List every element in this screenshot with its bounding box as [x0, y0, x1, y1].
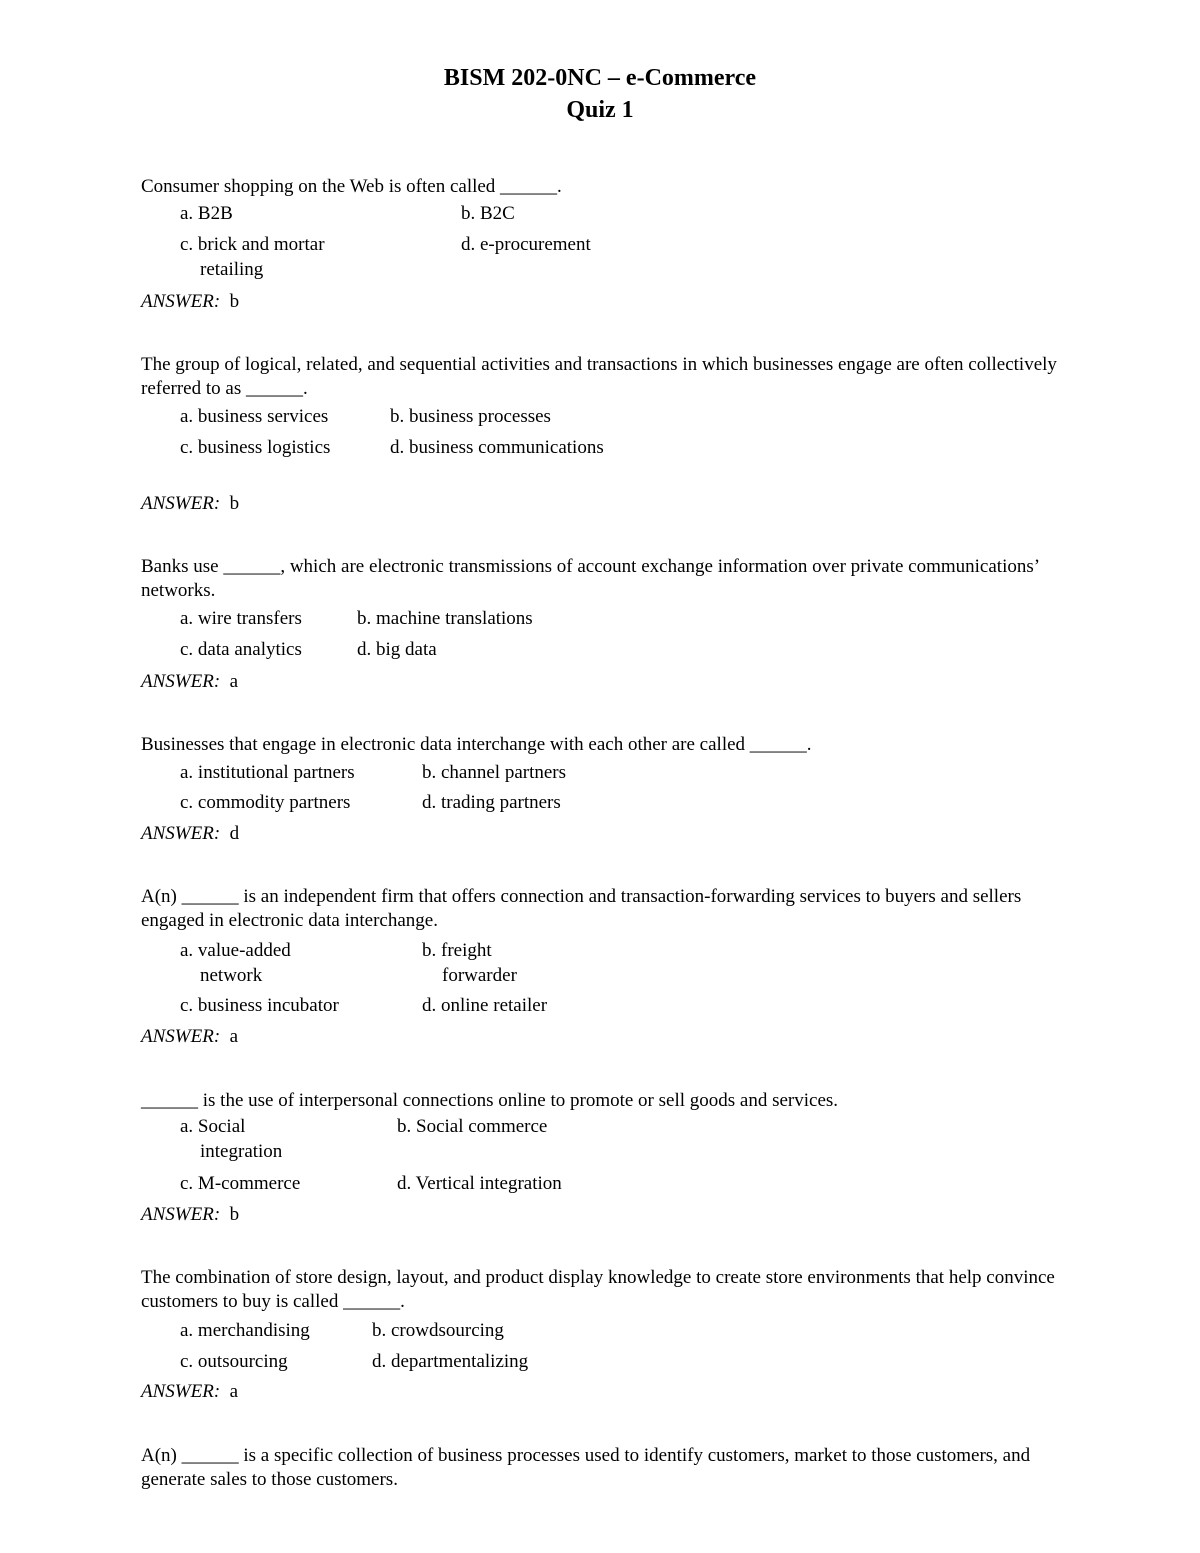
question-1-answer: ANSWER: b [141, 291, 240, 312]
question-1-option-b: b. B2C [461, 203, 515, 224]
question-6-option-c: c. M-commerce [180, 1173, 301, 1194]
question-7-option-b: b. crowdsourcing [372, 1320, 504, 1341]
question-8-text: A(n) ______ is a specific collection of business processes used to identify customers, market to those customers, and generate sales to those customers. [141, 1445, 1031, 1490]
question-4-answer: ANSWER: d [141, 823, 240, 844]
question-5-answer-value: a [229, 1026, 239, 1047]
question-2-option-a: a. business services [180, 406, 329, 427]
question-2-answer-value: b [229, 493, 240, 514]
question-4-option-b: b. channel partners [422, 762, 567, 783]
question-7-option-c: c. outsourcing [180, 1351, 288, 1372]
question-3-option-b: b. machine translations [357, 608, 533, 629]
question-1-option-c: c. brick and mortar retailing [180, 234, 325, 280]
question-7-answer: ANSWER: a [141, 1381, 239, 1402]
question-5-text: A(n) ______ is an independent firm that offers connection and transaction-forwarding services to buyers and sellers engaged in electronic data interchange. [141, 886, 1022, 931]
question-1-option-d: d. e-procurement [461, 234, 591, 255]
question-7-answer-value: a [229, 1381, 239, 1402]
question-5-option-a: a. value-added network [180, 940, 291, 986]
question-3-text: Banks use ______, which are electronic transmissions of account exchange information over private communications’ networks. [141, 556, 1039, 601]
question-7-option-d: d. departmentalizing [372, 1351, 529, 1372]
question-5-option-d: d. online retailer [422, 995, 548, 1016]
question-6-option-b: b. Social commerce [397, 1116, 548, 1137]
question-6-answer-value: b [229, 1204, 240, 1225]
question-1-text: Consumer shopping on the Web is often called ______. [141, 176, 562, 197]
question-4-option-d: d. trading partners [422, 792, 561, 813]
question-6-text: ______ is the use of interpersonal connections online to promote or sell goods and services. [141, 1090, 839, 1111]
question-2-text: The group of logical, related, and sequential activities and transactions in which businesses engage are often collectively referred to as ______. [141, 354, 1057, 399]
question-6-answer: ANSWER: b [141, 1204, 240, 1225]
question-4-answer-value: d [229, 823, 240, 844]
question-4-text: Businesses that engage in electronic data interchange with each other are called ______. [141, 734, 812, 755]
question-5-option-c: c. business incubator [180, 995, 339, 1016]
question-2-option-c: c. business logistics [180, 437, 331, 458]
question-4-option-a: a. institutional partners [180, 762, 355, 783]
question-7-text: The combination of store design, layout, and product display knowledge to create store environments that help convince customers to buy is called ______. [141, 1267, 1055, 1312]
question-4-option-c: c. commodity partners [180, 792, 351, 813]
question-3-option-c: c. data analytics [180, 639, 302, 660]
question-2-option-b: b. business processes [390, 406, 551, 427]
question-3-option-d: d. big data [357, 639, 437, 660]
question-6-option-a: a. Social integration [180, 1116, 283, 1162]
question-3-answer: ANSWER: a [141, 671, 239, 692]
question-3-answer-value: a [229, 671, 239, 692]
question-2-answer: ANSWER: b [141, 493, 240, 514]
question-6-option-d: d. Vertical integration [397, 1173, 562, 1194]
question-1-answer-value: b [229, 291, 240, 312]
question-5-option-b: b. freight forwarder [422, 940, 517, 986]
question-5-answer: ANSWER: a [141, 1026, 239, 1047]
question-2-option-d: d. business communications [390, 437, 604, 458]
question-3-option-a: a. wire transfers [180, 608, 302, 629]
quiz-subtitle: Quiz 1 [566, 97, 634, 123]
quiz-title: BISM 202-0NC – e-Commerce [443, 65, 757, 91]
question-7-option-a: a. merchandising [180, 1320, 310, 1341]
question-1-option-a: a. B2B [180, 203, 233, 224]
